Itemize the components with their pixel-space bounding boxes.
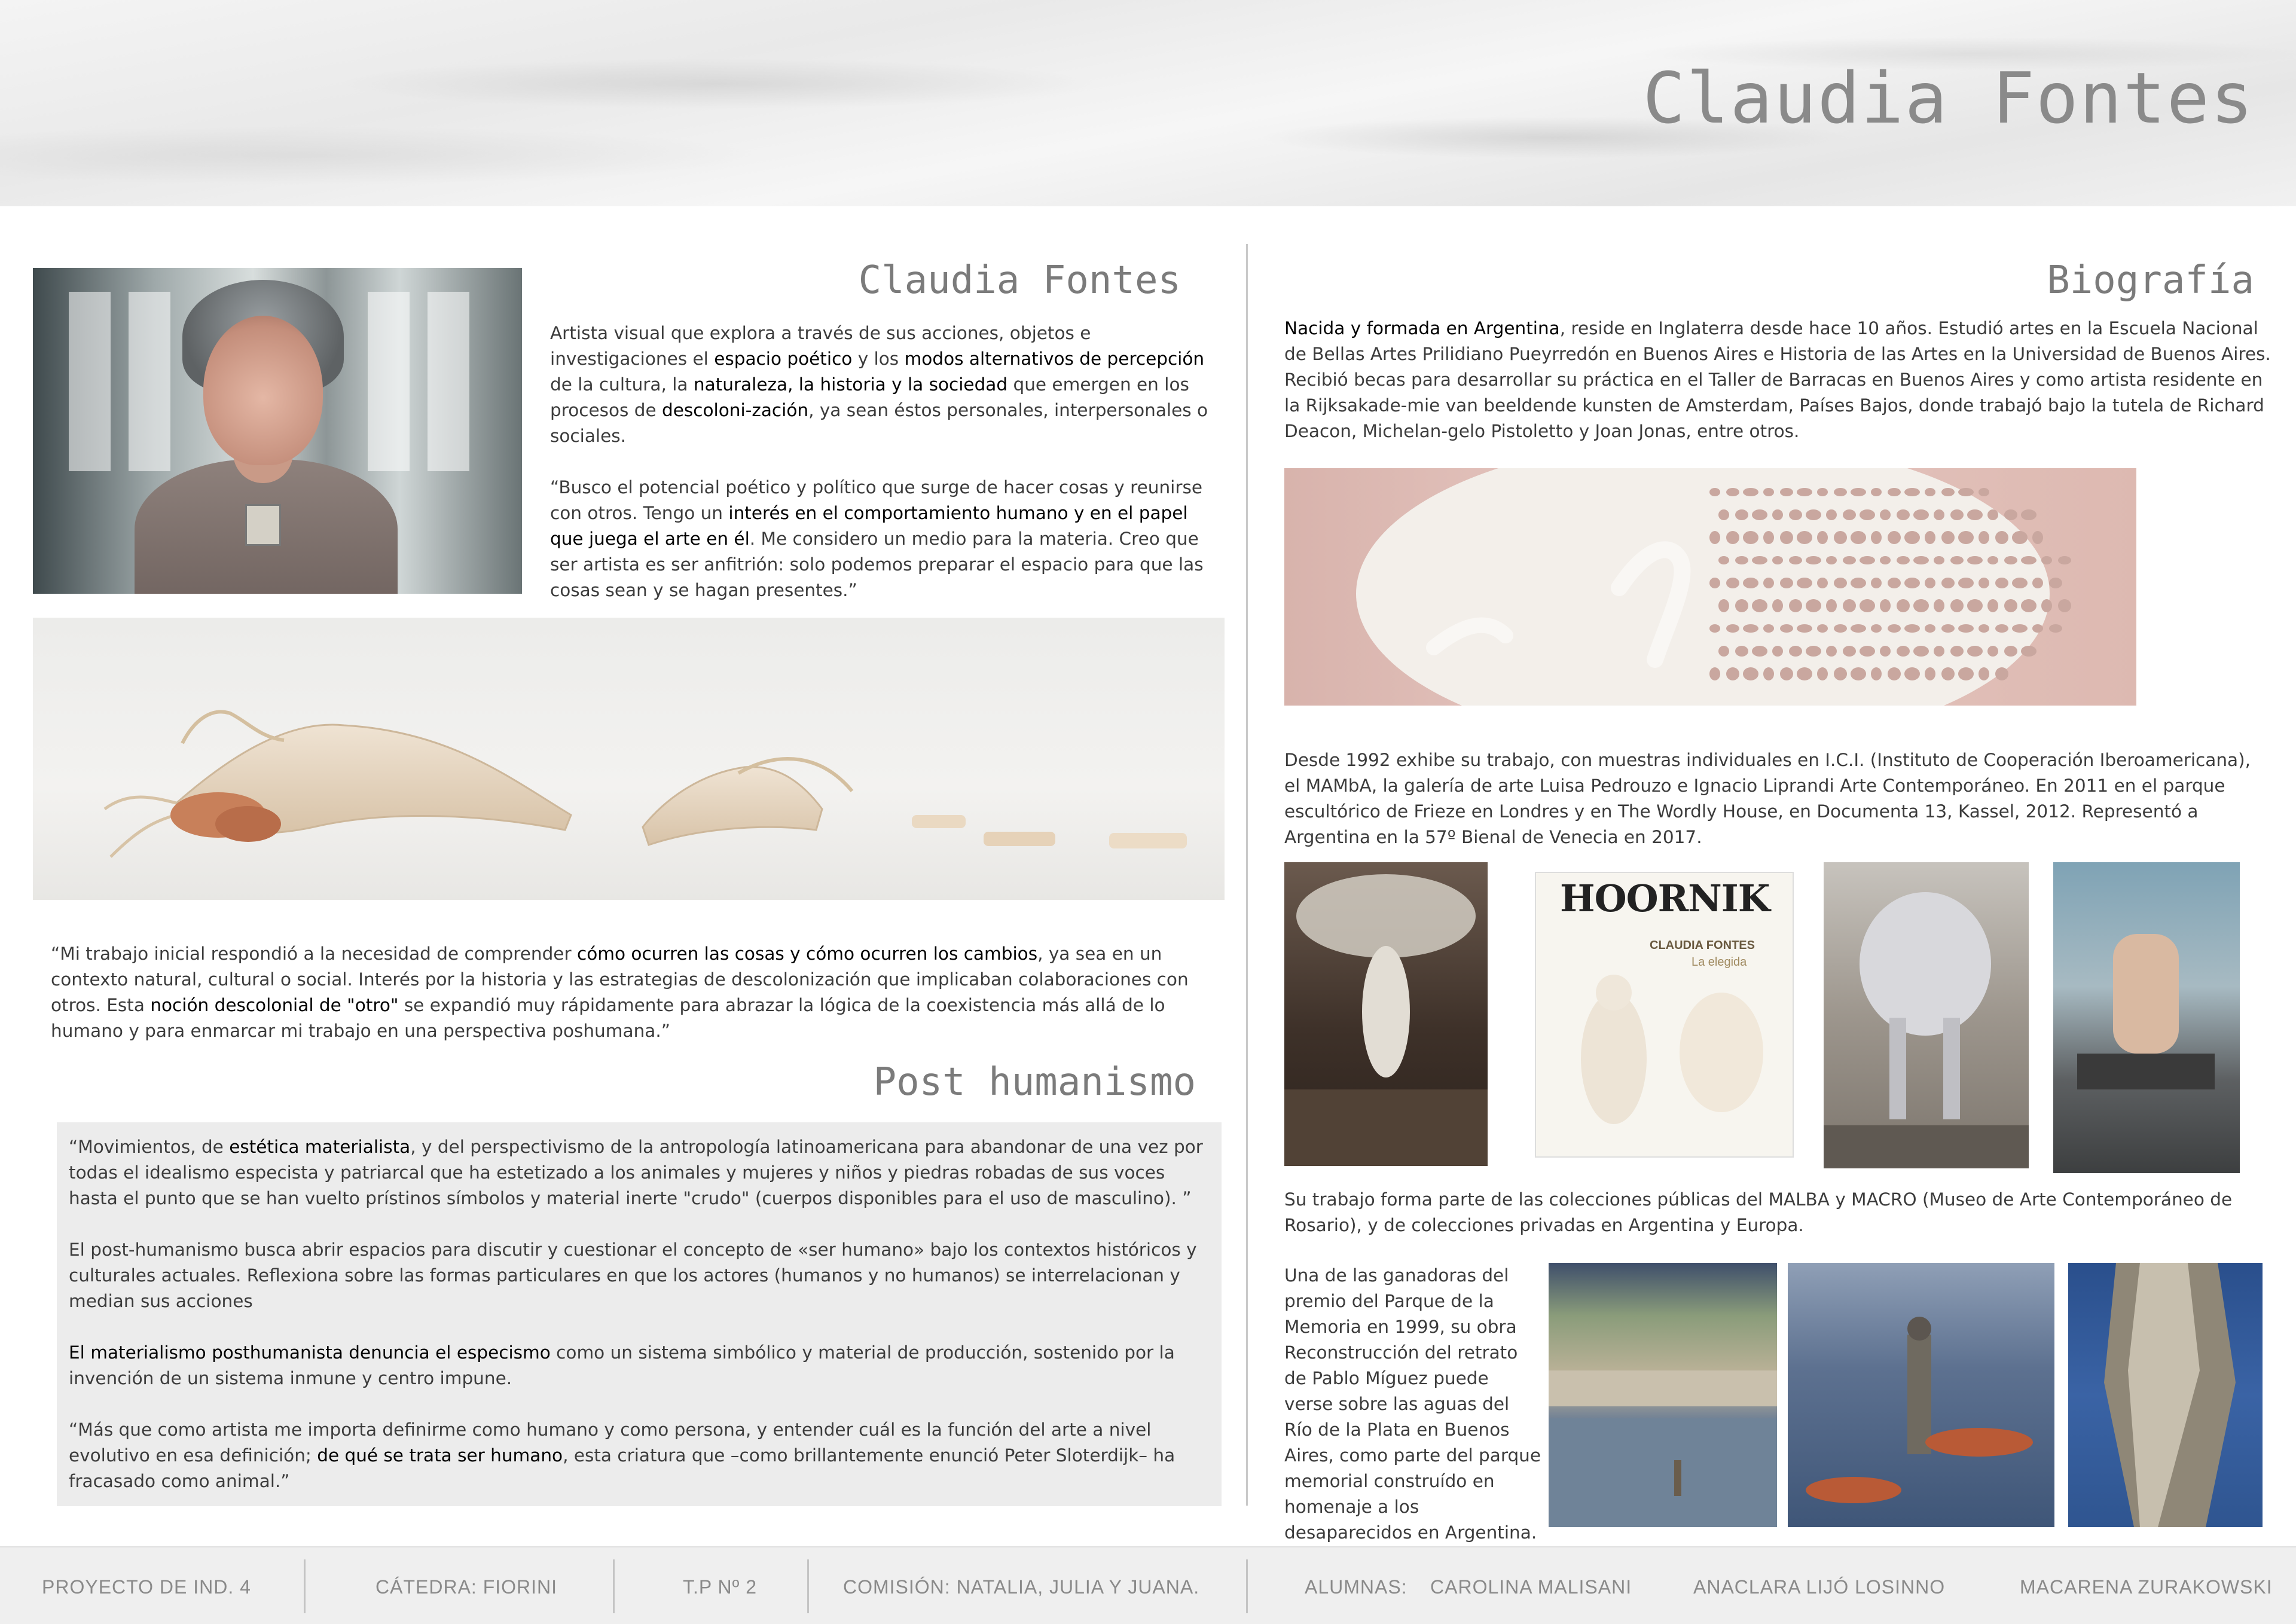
biography-paragraph-2: Desde 1992 exhibe su trabajo, con muestras individuales en I.C.I. (Instituto de Cooperación Iberoamericana), el MAMbA, la galería de arte Luisa Pedrouzo e Ignacio Liprandi Arte Contemporáneo. En 2011 en el parque escultórico de Frieze en Londres y en The Wordly House, en Documenta 13, Kassel, 2012. Representó a Argentina en la 57º Bienal de Venecia en 2017. <box>1284 750 2251 847</box>
footer-alumnas-label: ALUMNAS: <box>1305 1576 1407 1598</box>
header-title: Claudia Fontes <box>1642 57 2254 139</box>
header-banner <box>0 0 2296 206</box>
text-run: “Mi trabajo inicial respondió a la necesidad de comprender <box>51 944 577 964</box>
footer-divider <box>1246 1559 1248 1613</box>
magazine-artist: CLAUDIA FONTES <box>1650 939 1755 952</box>
text-run: “Movimientos, de <box>69 1137 230 1157</box>
text-run: , y del perspectivismo de la antropología latinoamericana para abandonar de una vez por todas el idealismo especista y patriarcal que ha estetizado a los animales y mujeres y niños y piedras robadas de sus voces hasta el punto que se han vuelto prístinos símbolos y material inerte "crudo" (cuerpos disponibles para el uso de masculino). ” <box>69 1137 1203 1208</box>
magazine-subtitle: La elegida <box>1692 956 1747 969</box>
highlight-text: Nacida y formada en Argentina <box>1284 318 1560 338</box>
steel-statue-photo <box>2068 1263 2263 1527</box>
early-work-text <box>51 941 1223 1044</box>
highlight-text: descoloni-zación <box>662 400 809 420</box>
footer-alumna-1: CAROLINA MALISANI <box>1430 1576 1632 1598</box>
magazine-cover <box>1535 872 1794 1158</box>
artist-portrait-photo <box>33 268 522 594</box>
memorial-park-photo <box>1549 1263 1777 1527</box>
text-run: se expandió muy rápidamente para abrazar la lógica de la coexistencia más allá de lo humano y para enmarcar mi trabajo en una perspectiva poshumana.” <box>51 995 1165 1041</box>
paragraph <box>69 1134 1205 1211</box>
paragraph <box>69 1237 1205 1314</box>
footer-alumna-3: MACARENA ZURAKOWSKI <box>2020 1576 2273 1598</box>
paragraph <box>550 475 1220 603</box>
hall-installation-photo <box>1284 862 1488 1166</box>
intro-text <box>550 320 1220 603</box>
text-run: Artista visual que explora a través de sus acciones, objetos e investigaciones el <box>550 323 1091 369</box>
intro-title: Claudia Fontes <box>858 258 1181 303</box>
biography-paragraph-1 <box>1284 316 2271 444</box>
highlight-text: interés en el comportamiento humano y en el papel que juega el arte en él <box>550 503 1188 549</box>
text-run: de la cultura, la <box>550 374 694 395</box>
venice-horse-sculpture-photo <box>1824 862 2029 1168</box>
post-humanismo-title: Post humanismo <box>873 1060 1196 1104</box>
biography-paragraph-4: Una de las ganadoras del premio del Parque de la Memoria en 1999, su obra Reconstrucción del retrato de Pablo Míguez puede verse sobre las aguas del Río de la Plata en Buenos Aires, como parte del parque memorial construído en homenaje a los desaparecidos en Argentina. <box>1284 1265 1541 1543</box>
highlight-text: de qué se trata ser humano <box>317 1445 563 1466</box>
sculpture-band-photo <box>33 618 1225 900</box>
footer-alumna-2: ANACLARA LIJÓ LOSINNO <box>1693 1576 1946 1598</box>
text-run: y los <box>852 349 905 369</box>
footer-divider <box>613 1559 615 1613</box>
footer-tp: T.P Nº 2 <box>683 1576 758 1598</box>
text-run: . Me considero un medio para la materia. Creo que ser artista es ser anfitrión: solo podemos preparar el espacio para que las cosas sean y se hagan presentes.” <box>550 529 1204 600</box>
coral-sculpture-photo <box>1284 468 2136 706</box>
post-humanismo-box <box>57 1122 1222 1506</box>
highlight-text: estética materialista <box>229 1137 411 1157</box>
text-run: , esta criatura que –como brillantemente enunció Peter Sloterdijk– ha fracasado como animal.” <box>69 1445 1176 1491</box>
paragraph <box>69 1340 1205 1391</box>
highlight-text: El materialismo posthumanista denuncia el especismo <box>69 1342 551 1363</box>
text-run: , ya sean éstos personales, interpersonales o sociales. <box>550 400 1208 446</box>
footer-catedra: CÁTEDRA: FIORINI <box>375 1576 558 1598</box>
column-divider <box>1246 244 1248 1506</box>
biografia-title: Biografía <box>2047 258 2254 303</box>
magazine-masthead: HOORNIK <box>1560 877 1770 920</box>
text-run: “Busco el potencial poético y político que surge de hacer cosas y reunirse con otros. Tengo un <box>550 477 1202 523</box>
paragraph <box>69 1417 1205 1494</box>
outdoor-sculpture-photo <box>2053 862 2240 1173</box>
highlight-text: cómo ocurren las cosas y cómo ocurren los cambios <box>576 944 1038 964</box>
footer-project: PROYECTO DE IND. 4 <box>42 1576 251 1598</box>
highlight-text: espacio poético <box>714 349 853 369</box>
text-run: como un sistema simbólico y material de producción, sostenido por la invención de un sistema inmune y centro impune. <box>69 1342 1175 1388</box>
post-humanismo-text <box>69 1134 1205 1494</box>
text-run: “Más que como artista me importa definirme como humano y como persona, y entender cuál es la función del arte a nivel evolutivo en esa definición; <box>69 1420 1152 1466</box>
footer-divider <box>304 1559 306 1613</box>
highlight-text: modos alternativos de percepción <box>904 349 1205 369</box>
text-run: , reside en Inglaterra desde hace 10 años. Estudió artes en la Escuela Nacional de Bellas Artes Prilidiano Pueyrredón en Buenos Aires e Historia de las Artes en la Universidad de Buenos Aires. Recibió becas para desarrollar su práctica en el Taller de Barracas en Buenos Aires y como artista residente en la Rijksakade-mie van beeldende kunsten de Amsterdam, Países Bajos, donde trabajó bajo la tutela de Richard Deacon, Michelan-gelo Pistoletto y Joan Jonas, entre otros. <box>1284 318 2271 441</box>
footer-comision: COMISIÓN: NATALIA, JULIA Y JUANA. <box>843 1576 1200 1598</box>
footer <box>0 1546 2296 1624</box>
river-sculpture-photo <box>1788 1263 2054 1527</box>
text-run: El post-humanismo busca abrir espacios para discutir y cuestionar el concepto de «ser humano» bajo los contextos históricos y culturales actuales. Reflexiona sobre las formas particulares en que los actores (humanos y no humanos) se interrelacionan y median sus acciones <box>69 1240 1197 1311</box>
highlight-text: noción descolonial de "otro" <box>150 995 399 1015</box>
footer-divider <box>807 1559 809 1613</box>
text-run: que emergen en los procesos de <box>550 374 1189 420</box>
biography-paragraph-3: Su trabajo forma parte de las colecciones públicas del MALBA y MACRO (Museo de Arte Contemporáneo de Rosario), y de colecciones privadas en Argentina y Europa. <box>1284 1189 2233 1235</box>
highlight-text: naturaleza, la historia y la sociedad <box>693 374 1008 395</box>
paragraph <box>550 320 1220 449</box>
text-run: , ya sea en un contexto natural, cultural o social. Interés por la historia y las estrategias de descolonización que implicaban colaboraciones con otros. Esta <box>51 944 1189 1015</box>
